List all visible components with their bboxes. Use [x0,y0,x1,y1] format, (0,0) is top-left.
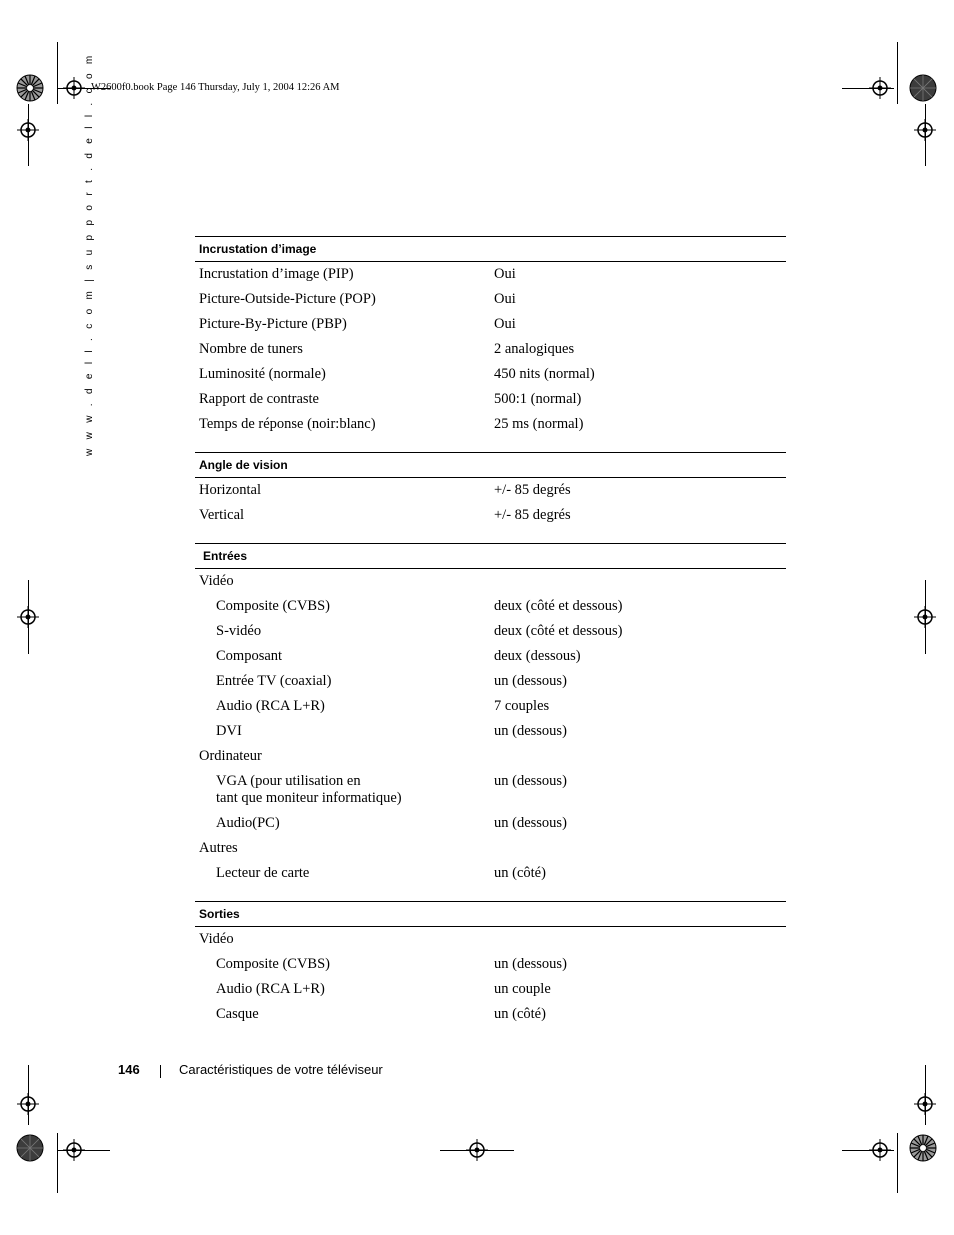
section-heading-viewing-angle: Angle de vision [195,452,786,478]
registration-crosshair-icon [869,1139,891,1161]
spec-value: un (dessous) [494,723,567,739]
spec-row [195,811,786,836]
spec-row [195,719,786,744]
page-number: 146 [118,1062,140,1077]
spec-table [195,236,786,1027]
registration-crosshair-icon [17,606,39,628]
spec-group-label [195,836,786,861]
crop-mark-line [897,42,898,104]
registration-crosshair-icon [914,606,936,628]
spec-label-line: VGA (pour utilisation en [216,773,361,789]
group-label-video: Vidéo [199,931,234,947]
print-header-stamp: W2600f0.book Page 146 Thursday, July 1, 2004 12:26 AM [91,82,340,93]
spec-value: un (côté) [494,865,546,881]
spec-row [195,387,786,412]
spec-label: Picture-Outside-Picture (POP) [199,291,376,307]
group-label-computer: Ordinateur [199,748,262,764]
spec-label: Vertical [199,507,245,523]
spec-label: Audio (RCA L+R) [216,698,325,714]
spec-row [195,977,786,1002]
section-heading-inputs: Entrées [195,543,786,569]
print-target-disc-icon [16,1134,44,1162]
spec-value: Oui [494,291,516,307]
spec-value: Oui [494,316,516,332]
spec-value: +/- 85 degrés [494,482,571,498]
spec-label: DVI [216,723,242,739]
spec-label: Composite (CVBS) [216,598,330,614]
registration-crosshair-icon [63,77,85,99]
spec-row [195,861,786,886]
spec-row [195,619,786,644]
side-website-text: w w w . d e l l . c o m | s u p p o r t . d e l l . c o m [84,52,95,456]
spec-label [216,773,402,807]
spec-row [195,503,786,528]
spec-label: Lecteur de carte [216,865,310,881]
spec-value: deux (côté et dessous) [494,598,623,614]
spec-label: Temps de réponse (noir:blanc) [199,416,376,432]
spec-value: un (dessous) [494,815,567,831]
spec-value: 2 analogiques [494,341,575,357]
registration-crosshair-icon [466,1139,488,1161]
footer-chapter-title: Caractéristiques de votre téléviseur [179,1062,383,1077]
spec-row [195,594,786,619]
spec-label: Composite (CVBS) [216,956,330,972]
spec-label: Picture-By-Picture (PBP) [199,316,347,332]
spec-row [195,478,786,503]
spec-row [195,337,786,362]
spec-row [195,694,786,719]
spec-row [195,412,786,437]
footer-divider [160,1065,161,1078]
print-target-disc-icon [909,74,937,102]
registration-crosshair-icon [914,1093,936,1115]
print-target-starburst-icon [16,74,44,102]
crop-mark-line [57,42,58,104]
spec-label: Audio(PC) [216,815,280,831]
spec-row [195,952,786,977]
spec-row [195,669,786,694]
spec-value: un (dessous) [494,956,567,972]
spec-row [195,262,786,287]
registration-crosshair-icon [17,119,39,141]
spec-value: +/- 85 degrés [494,507,571,523]
spec-row [195,362,786,387]
crop-mark-line [57,1133,58,1193]
spec-label: Entrée TV (coaxial) [216,673,332,689]
spec-value: un (dessous) [494,673,567,689]
section-heading-pip: Incrustation d’image [195,236,786,262]
group-label-video: Vidéo [199,573,234,589]
spec-group-label [195,569,786,594]
spec-row [195,1002,786,1027]
spec-label-line: tant que moniteur informatique) [216,790,402,806]
spec-label: Composant [216,648,283,664]
spec-value: un (côté) [494,1006,546,1022]
spec-value: un couple [494,981,551,997]
registration-crosshair-icon [869,77,891,99]
section-heading-outputs: Sorties [195,901,786,927]
group-label-other: Autres [199,840,238,856]
spec-label: S-vidéo [216,623,262,639]
registration-crosshair-icon [914,119,936,141]
registration-crosshair-icon [63,1139,85,1161]
spec-value: Oui [494,266,516,282]
spec-label: Audio (RCA L+R) [216,981,325,997]
spec-value: un (dessous) [494,773,567,789]
spec-group-label [195,927,786,952]
spec-label: Rapport de contraste [199,391,319,407]
spec-value: deux (dessous) [494,648,581,664]
spec-label: Horizontal [199,482,262,498]
spec-value: 500:1 (normal) [494,391,582,407]
spec-label: Incrustation d’image (PIP) [199,266,354,282]
registration-crosshair-icon [17,1093,39,1115]
spec-row [195,769,786,811]
spec-label: Nombre de tuners [199,341,303,357]
spec-row [195,312,786,337]
spec-group-label [195,744,786,769]
spec-value: 7 couples [494,698,550,714]
spec-value: deux (côté et dessous) [494,623,623,639]
spec-label: Luminosité (normale) [199,366,326,382]
spec-label: Casque [216,1006,259,1022]
spec-row [195,287,786,312]
print-target-starburst-icon [909,1134,937,1162]
spec-row [195,644,786,669]
crop-mark-line [897,1133,898,1193]
spec-value: 450 nits (normal) [494,366,595,382]
spec-value: 25 ms (normal) [494,416,584,432]
